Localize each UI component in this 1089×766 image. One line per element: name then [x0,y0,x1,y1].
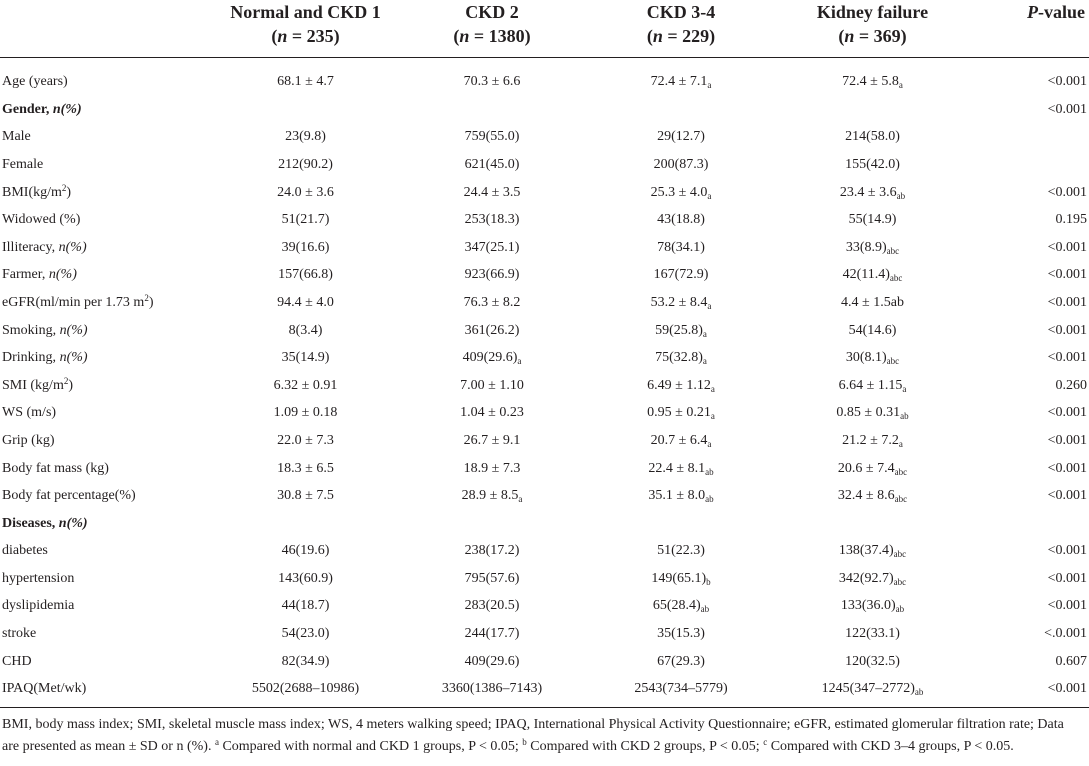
cell-ckd2: 26.7 ± 9.1 [463,432,521,448]
cell-ckd3-4: $6.49 \pm 1.12_a$ [647,377,715,394]
cell-ckd3-4: $0.95 \pm 0.21_a$ [647,405,715,422]
cell-ckd2: 18.9 ± 7.3 [463,460,521,476]
row-label: Female [2,156,44,172]
cell-pvalue: <0.001 [1047,322,1087,338]
table-row [0,675,1089,707]
table-row [0,317,1089,345]
cell-normal-ckd1: 157(66.8) [278,267,333,283]
table-row [0,262,1089,290]
table-row [0,289,1089,317]
cell-pvalue: <0.001 [1047,570,1087,586]
cell-normal-ckd1: 82(34.9) [281,653,330,669]
table-row [0,620,1089,648]
cell-ckd2: 24.4 ± 3.5 [463,184,521,200]
cell-ckd3-4: 29(12.7) [657,129,705,145]
cell-pvalue: <0.001 [1047,405,1087,421]
cell-pvalue [969,151,1089,179]
cell-kidney-failure [776,96,969,124]
cell-kidney-failure: $0.85 \pm 0.31_{ab}$ [836,405,909,422]
cell-ckd3-4: $35.1 \pm 8.0_{ab}$ [648,488,714,505]
cell-pvalue: 0.195 [1055,212,1087,228]
cell-ckd3-4: 78(34.1) [657,239,705,255]
cell-pvalue: <0.001 [1047,294,1087,310]
table-row [0,124,1089,152]
row-label: CHD [2,653,32,669]
row-label: Age (years) [2,74,68,89]
table-body [0,58,1089,708]
cell-kidney-failure: 4.4 ± 1.5ab [841,294,904,310]
cell-kidney-failure: $1245(347-2772)_{ab}$ [776,675,969,707]
row-label: Male [2,129,31,145]
cell-ckd2: 409(29.6) [464,653,520,669]
header-cell-ckd3-4: CKD 3-4 (n = 229) [586,0,776,58]
table-row [0,648,1089,676]
cell-ckd3-4: 35(15.3) [657,626,705,642]
cell-ckd3-4: 200(87.3) [653,156,709,172]
cell-ckd2: 347(25.1) [464,239,520,255]
cell-pvalue: <0.001 [1047,350,1087,366]
cell-normal-ckd1: 6.32 ± 0.91 [273,377,338,393]
cell-ckd3-4 [586,510,776,538]
cell-kidney-failure: $72.4 \pm 5.8_a$ [842,74,903,90]
cell-ckd2: 7.00 ± 1.10 [460,377,524,393]
cell-pvalue: <.0.001 [1044,626,1087,642]
cell-normal-ckd1: 143(60.9) [278,570,333,586]
table-row [0,510,1089,538]
cell-ckd3-4: 167(72.9) [653,267,709,283]
cell-ckd2: 76.3 ± 8.2 [463,294,521,310]
cell-normal-ckd1: 8(3.4) [288,322,323,338]
header-cell-pvalue: P-value [969,0,1089,58]
cell-normal-ckd1: 5502(2688–10986) [213,675,398,707]
row-label: dyslipidemia [2,598,75,614]
cell-kidney-failure [776,510,969,538]
row-label: Body fat mass (kg) [2,460,109,476]
cell-ckd3-4: 51(22.3) [657,543,705,559]
cell-ckd3-4: $53.2 \pm 8.4_a$ [650,294,712,311]
row-label: diabetes [2,543,48,559]
cell-normal-ckd1: 94.4 ± 4.0 [277,294,334,310]
cell-ckd3-4: $22.4 \pm 8.1_{ab}$ [648,460,714,477]
cell-pvalue: <0.001 [1047,598,1087,614]
cell-ckd2: 283(20.5) [464,598,520,614]
table-row [0,372,1089,400]
cell-ckd2: 795(57.6) [464,570,520,586]
cell-ckd3-4: $72.4 \pm 7.1_a$ [650,74,712,90]
cell-normal-ckd1: 35(14.9) [281,350,330,366]
cell-kidney-failure: $23.4 \pm 3.6_{ab}$ [839,184,906,201]
cell-kidney-failure: 214(58.0) [845,129,900,145]
row-label: eGFR(ml/min per 1.73 $m^2$) [2,292,154,310]
cell-kidney-failure: $20.6 \pm 7.4_{abc}$ [837,460,908,477]
header-row [0,0,1089,58]
table-row [0,565,1089,593]
cell-pvalue: <0.001 [1047,267,1087,283]
cell-ckd2: 70.3 ± 6.6 [463,74,521,89]
cell-kidney-failure: $6.64 \pm 1.15_a$ [838,377,907,394]
table-row [0,455,1089,483]
table-footnote: BMI, body mass index; SMI, skeletal muscle mass index; WS, 4 meters walking speed; IPAQ, International Physical Activity Questionnaire; eGFR, estimated glomerular filtration rate; Data are presented as mean ± SD or n (%). $^a$ Compared with normal and CKD 1 groups, P < 0.05; $^b$ Compared with CKD 2 groups, P < 0.05; $^c$ Compared with CKD 3–4 groups, P < 0.05. [2,717,1064,754]
cell-normal-ckd1: 68.1 ± 4.7 [277,74,334,89]
table-row [0,206,1089,234]
cell-pvalue: <0.001 [1047,184,1087,200]
cell-kidney-failure: $32.4 \pm 8.6_{abc}$ [837,488,908,505]
table-row [0,179,1089,207]
row-label: Farmer, n(%) [2,267,77,283]
cell-normal-ckd1: 18.3 ± 6.5 [277,460,334,476]
cell-kidney-failure: $138(37.4)_{abc}$ [838,543,907,560]
cell-kidney-failure: 54(14.6) [848,322,897,338]
table-row [0,58,1089,97]
cell-normal-ckd1 [213,510,398,538]
cell-kidney-failure: $33(8.9)_{abc}$ [845,239,900,256]
cell-ckd3-4: 2543(734–5779) [586,675,776,707]
table-row [0,234,1089,262]
cell-pvalue: <0.001 [1047,543,1087,559]
cell-kidney-failure: $42(11.4)_{abc}$ [842,267,903,284]
cell-ckd2: 253(18.3) [464,212,520,228]
header-cell-label [0,0,213,58]
cell-normal-ckd1 [213,96,398,124]
row-label: Body fat percentage(%) [2,488,136,504]
row-label: Widowed (%) [2,212,81,228]
cell-ckd3-4: $20.7 \pm 6.4_a$ [650,432,712,449]
table-row [0,427,1089,455]
cell-pvalue: <0.001 [1047,432,1087,448]
row-label: Smoking, n(%) [2,322,88,338]
cell-kidney-failure: 55(14.9) [848,212,897,228]
row-label: Diseases, n(%) [2,515,88,531]
row-label: Drinking, n(%) [2,350,88,366]
table-row [0,482,1089,510]
cell-kidney-failure: $30(8.1)_{abc}$ [845,350,900,367]
cell-ckd2: 238(17.2) [464,543,520,559]
cell-normal-ckd1: 23(9.8) [285,129,326,145]
cell-normal-ckd1: 51(21.7) [281,212,330,228]
row-label: WS (m/s) [2,405,57,421]
row-label: Gender, n(%) [2,101,82,117]
cell-ckd3-4: $149(65.1)_b$ [651,570,711,587]
row-label: SMI $(kg/m^2)$ [2,375,74,393]
cell-pvalue: <0.001 [969,675,1089,707]
cell-normal-ckd1: 54(23.0) [281,626,330,642]
cell-ckd2: 244(17.7) [464,626,520,642]
cell-ckd2: 361(26.2) [464,322,520,338]
cell-pvalue: <0.001 [1047,460,1087,476]
cell-normal-ckd1: 46(19.6) [281,543,330,559]
row-label: Illiteracy, n(%) [2,239,87,255]
header-cell-normal-ckd1: Normal and CKD 1 (n = 235) [213,0,398,58]
cell-kidney-failure: 122(33.1) [845,626,900,642]
cell-ckd3-4: $25.3 \pm 4.0_a$ [650,184,712,201]
table-row [0,593,1089,621]
row-label: $BMI(kg/m^2)$ [2,182,72,200]
cell-ckd2: 621(45.0) [464,156,520,172]
cell-kidney-failure: $21.2 \pm 7.2_a$ [842,432,903,449]
cell-pvalue: <0.001 [1047,488,1087,504]
cell-ckd2: $28.9 \pm 8.5_a$ [461,488,523,505]
cell-pvalue: <0.001 [1047,239,1087,255]
cell-ckd2: $409(29.6)_a$ [462,350,522,367]
table-row [0,538,1089,566]
table-row [0,344,1089,372]
row-label: Grip (kg) [2,432,55,448]
cell-ckd3-4: 43(18.8) [657,212,705,228]
cell-ckd3-4: 67(29.3) [657,653,705,669]
cell-ckd2: 3360(1386–7143) [398,675,586,707]
cell-normal-ckd1: 22.0 ± 7.3 [277,432,334,448]
cell-ckd3-4 [586,96,776,124]
header-cell-kidney-failure: Kidney failure (n = 369) [776,0,969,58]
row-label: IPAQ(Met/wk) [0,675,213,707]
row-label: hypertension [2,570,75,586]
cell-kidney-failure: 155(42.0) [845,156,900,172]
cell-ckd2: 759(55.0) [464,129,520,145]
cell-ckd2: 1.04 ± 0.23 [460,405,524,421]
cell-ckd3-4: $65(28.4)_{ab}$ [652,598,710,615]
table-row [0,96,1089,124]
header-cell-ckd2: CKD 2 (n = 1380) [398,0,586,58]
cell-normal-ckd1: 1.09 ± 0.18 [273,405,338,421]
cell-kidney-failure: 120(32.5) [845,653,900,669]
cell-ckd2 [398,96,586,124]
cell-pvalue: <0.001 [1047,74,1087,89]
cell-normal-ckd1: 44(18.7) [281,598,330,614]
cell-normal-ckd1: 24.0 ± 3.6 [277,184,334,200]
cell-ckd2: 923(66.9) [464,267,520,283]
cell-pvalue: 0.607 [1055,653,1087,669]
cell-kidney-failure: $133(36.0)_{ab}$ [840,598,905,615]
cell-pvalue [969,124,1089,152]
row-label: stroke [2,626,37,642]
cell-pvalue: 0.260 [1055,377,1087,393]
cell-ckd2 [398,510,586,538]
cell-kidney-failure: $342(92.7)_{abc}$ [838,570,907,587]
table-row [0,151,1089,179]
cell-pvalue [969,510,1089,538]
cell-normal-ckd1: 39(16.6) [281,239,330,255]
table-row [0,400,1089,428]
cell-normal-ckd1: 30.8 ± 7.5 [277,488,334,504]
cell-ckd3-4: $59(25.8)_a$ [655,322,707,339]
cell-pvalue: <0.001 [1047,101,1087,117]
cell-ckd3-4: $75(32.8)_a$ [655,350,707,367]
cell-normal-ckd1: 212(90.2) [278,156,333,172]
